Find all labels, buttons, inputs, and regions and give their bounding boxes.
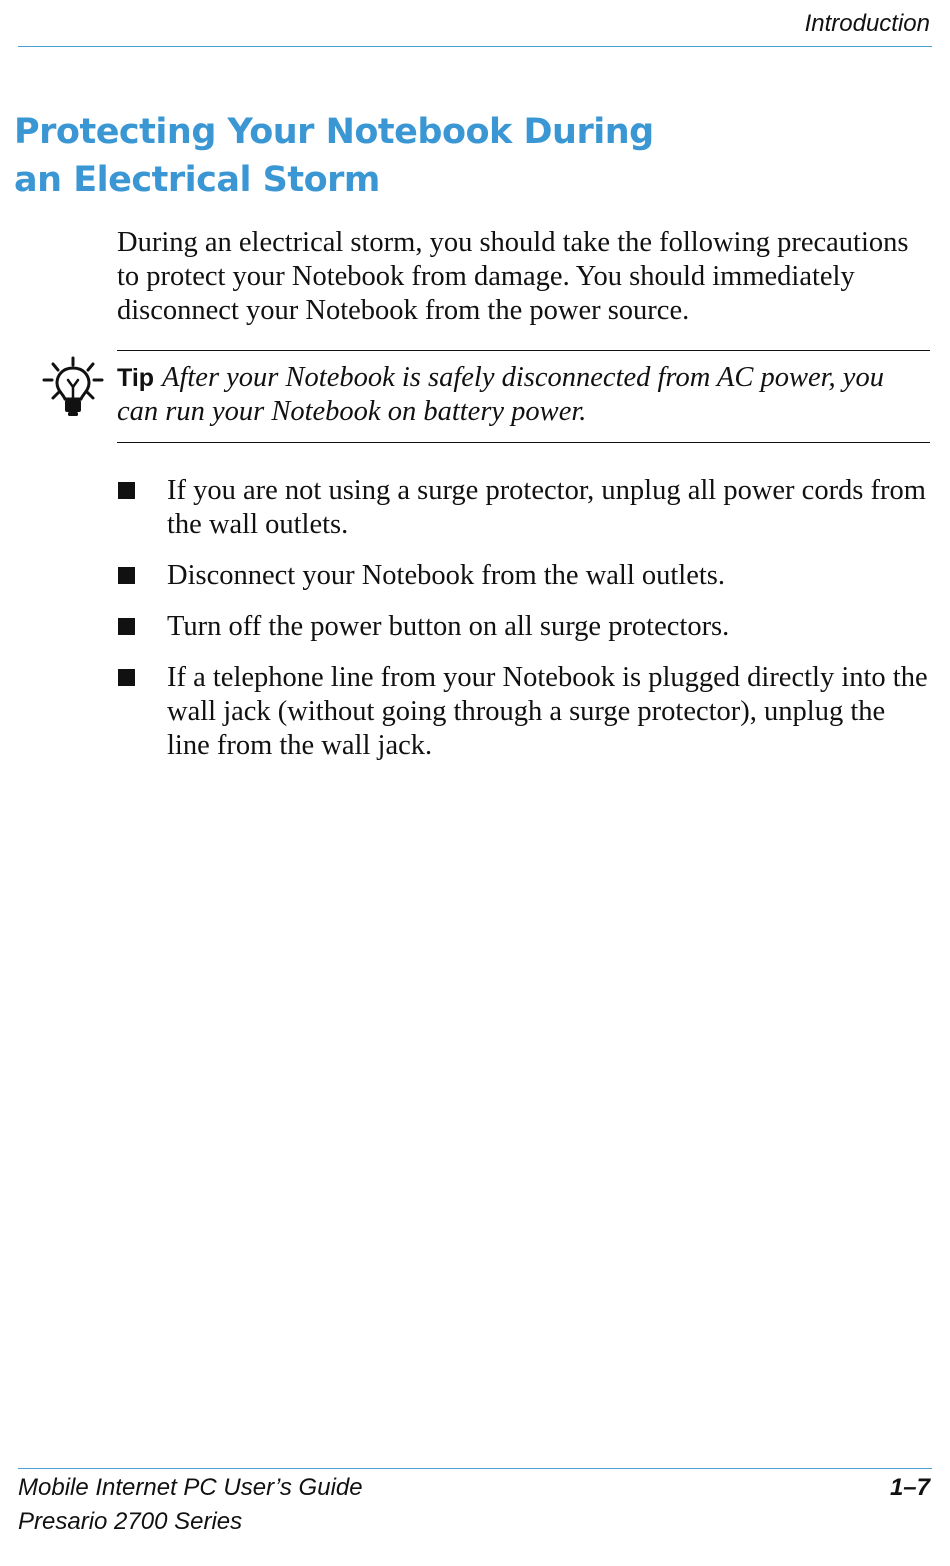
section-title-line-1: Protecting Your Notebook During xyxy=(14,112,654,152)
list-item-text: If you are not using a surge protector, unplug all power cords from the wall outlets. xyxy=(167,475,926,540)
square-bullet-icon xyxy=(118,567,135,584)
footer-series: Presario 2700 Series xyxy=(18,1508,243,1535)
tip-top-rule xyxy=(117,350,930,351)
list-item xyxy=(117,661,932,763)
precautions-list xyxy=(117,474,932,780)
intro-paragraph: During an electrical storm, you should take the following precautions to protect your Notebook from damage. You should immediately disconnect your Notebook from the power source. xyxy=(117,227,909,326)
list-item-text: Disconnect your Notebook from the wall outlets. xyxy=(167,560,726,591)
list-item xyxy=(117,610,932,644)
lightbulb-icon xyxy=(40,356,106,422)
section-title-line-2: an Electrical Storm xyxy=(14,160,380,200)
tip-body: After your Notebook is safely disconnected from AC power, you can run your Notebook on battery power. xyxy=(117,362,884,427)
tip-note xyxy=(117,361,932,429)
list-item xyxy=(117,474,932,542)
running-header: Introduction xyxy=(804,10,930,37)
square-bullet-icon xyxy=(118,482,135,499)
tip-bottom-rule xyxy=(117,442,930,443)
list-item-text: If a telephone line from your Notebook is plugged directly into the wall jack (without going through a surge protector), unplug the line from the wall jack. xyxy=(167,662,928,761)
header-divider xyxy=(18,46,932,47)
footer-divider xyxy=(18,1468,932,1469)
footer-guide-title: Mobile Internet PC User’s Guide xyxy=(18,1474,363,1501)
list-item-text: Turn off the power button on all surge protectors. xyxy=(167,611,730,642)
page-number: 1–7 xyxy=(889,1474,930,1501)
tip-label: Tip xyxy=(117,364,155,392)
list-item xyxy=(117,559,932,593)
square-bullet-icon xyxy=(118,669,135,686)
square-bullet-icon xyxy=(118,618,135,635)
section-title xyxy=(14,108,654,204)
